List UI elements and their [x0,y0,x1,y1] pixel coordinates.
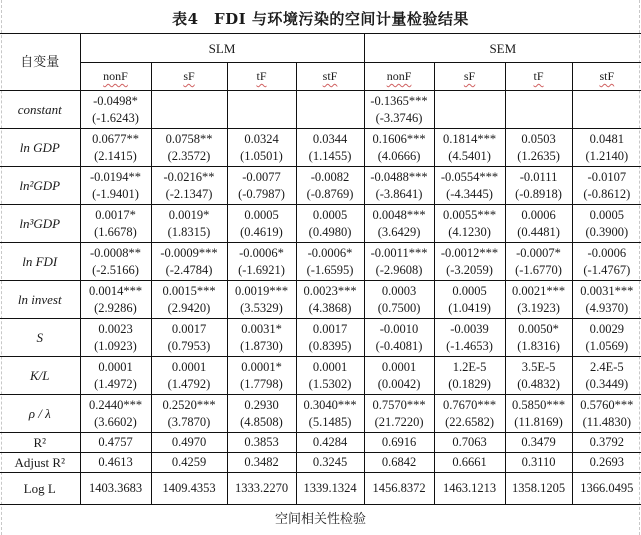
coefficient: -0.0498* [93,93,138,108]
table-cell [364,129,434,167]
t-statistic: (-2.4784) [165,262,213,277]
coefficient: 0.2440*** [88,397,143,412]
t-statistic: (1.6678) [94,224,137,239]
stat-value: 0.3479 [505,433,572,453]
stat-value: 0.3792 [572,433,641,453]
results-table [0,33,641,505]
t-statistic: (0.3900) [585,224,629,239]
coefficient: 0.0023 [98,321,133,336]
table-cell [80,243,151,281]
coefficient: 0.0758** [165,131,213,146]
footer-note: 空间相关性检验 [274,512,366,527]
coefficient: -0.1365*** [370,93,428,108]
table-cell [364,91,434,129]
coefficient: 0.2520*** [162,397,216,412]
table-cell [151,243,227,281]
table-cell [434,357,505,395]
t-statistic: (-2.5166) [92,262,139,277]
coefficient: 0.0001 [98,359,133,374]
table-cell [434,395,505,433]
col-header-sem-nonf: nonF [364,63,434,91]
t-statistic: (-0.4081) [375,338,423,353]
table-cell [227,395,296,433]
table-cell [505,395,572,433]
row-label: S [0,319,80,357]
coefficient: 0.0481 [589,131,624,146]
table-row [0,91,641,129]
table-row [0,243,641,281]
t-statistic: (-3.8641) [375,186,423,201]
table-cell [227,91,296,129]
t-statistic: (2.9286) [94,300,137,315]
t-statistic: (0.4481) [517,224,560,239]
t-statistic: (-2.1347) [165,186,213,201]
coefficient: -0.0488*** [370,169,428,184]
t-statistic: (1.0501) [240,148,283,163]
t-statistic: (-0.8612) [583,186,631,201]
t-statistic: (-1.4767) [583,262,631,277]
table-cell [296,357,364,395]
t-statistic: (1.2140) [585,148,629,163]
t-statistic: (-2.9608) [375,262,423,277]
coefficient: -0.0011*** [370,245,428,260]
t-statistic: (2.3572) [167,148,211,163]
t-statistic: (2.9420) [167,300,211,315]
t-statistic: (0.4619) [240,224,283,239]
coefficient: 0.0006 [521,207,556,222]
coefficient: -0.0008** [89,245,142,260]
coefficient: -0.0216** [163,169,215,184]
coefficient: 0.0017 [312,321,348,336]
coefficient: 2.4E-5 [589,359,624,374]
coefficient: -0.0194** [89,169,142,184]
table-cell [434,243,505,281]
table-cell [364,357,434,395]
coefficient: 0.0324 [244,131,279,146]
t-statistic: (-3.2059) [446,262,493,277]
t-statistic: (-1.4653) [446,338,493,353]
table-cell [572,357,641,395]
row-label: ln GDP [0,129,80,167]
table-cell [364,167,434,205]
coefficient: 0.0344 [312,131,348,146]
col-header-slm-nonf: nonF [80,63,151,91]
table-cell [296,205,364,243]
coefficient: 0.0019* [168,207,210,222]
coefficient: 0.0031* [241,321,282,336]
coefficient: 0.0017 [171,321,207,336]
coefficient: 3.5E-5 [521,359,556,374]
table-row [0,357,641,395]
coefficient: 0.1606*** [372,131,426,146]
table-cell [434,167,505,205]
coefficient: 0.0014*** [88,283,143,298]
stat-value: 0.4613 [80,453,151,473]
t-statistic: (-1.6595) [306,262,354,277]
t-statistic: (-0.8769) [306,186,354,201]
t-statistic: (0.4832) [517,376,560,391]
table-cell [151,167,227,205]
t-statistic: (-1.6770) [515,262,562,277]
stat-value: 1358.1205 [505,473,572,505]
table-cell [80,281,151,319]
coefficient: -0.0006 [587,245,627,260]
coefficient: 0.2930 [244,397,279,412]
table-cell [505,357,572,395]
t-statistic: (1.7798) [240,376,283,391]
coefficient: 0.0005 [452,283,487,298]
coefficient: 0.0029 [589,321,624,336]
table-cell [296,167,364,205]
coefficient: 0.3040*** [303,397,357,412]
t-statistic: (-0.7987) [238,186,285,201]
coefficient: 0.0019*** [234,283,289,298]
stat-value: 0.7063 [434,433,505,453]
coefficient: 0.5760*** [580,397,634,412]
t-statistic: (1.2635) [517,148,560,163]
t-statistic: (4.3868) [308,300,352,315]
t-statistic: (22.6582) [445,414,495,429]
t-statistic: (1.0923) [94,338,137,353]
col-header-slm-tf: tF [227,63,296,91]
table-cell [505,91,572,129]
coefficient: 0.0005 [312,207,348,222]
stat-value: 1366.0495 [572,473,641,505]
coefficient: 0.0055*** [442,207,497,222]
table-cell [151,395,227,433]
table-cell [80,167,151,205]
stat-value: 1409.4353 [151,473,227,505]
stat-value: 0.3245 [296,453,364,473]
t-statistic: (3.7870) [167,414,211,429]
stat-value: 1463.1213 [434,473,505,505]
col-header-slm-sf: sF [151,63,227,91]
table-cell [572,319,641,357]
col-header-sem-sf: sF [434,63,505,91]
t-statistic: (-0.8918) [515,186,562,201]
coefficient: 0.5850*** [511,397,566,412]
t-statistic: (4.0666) [377,148,421,163]
coefficient: -0.0006* [307,245,353,260]
stat-value: 1403.3683 [80,473,151,505]
stat-value: 0.3482 [227,453,296,473]
t-statistic: (3.6429) [377,224,421,239]
t-statistic: (2.1415) [94,148,137,163]
stats-row [0,473,641,505]
coefficient: 0.0005 [589,207,624,222]
table-cell [505,205,572,243]
table-cell [505,319,572,357]
row-label: ln²GDP [0,167,80,205]
stat-value: 1333.2270 [227,473,296,505]
table-cell [296,91,364,129]
t-statistic: (1.8730) [240,338,283,353]
coefficient: -0.0007* [516,245,561,260]
table-cell [434,91,505,129]
table-cell [80,319,151,357]
stats-row [0,453,641,473]
coefficient: 0.7570*** [372,397,426,412]
table-cell [296,395,364,433]
table-cell [434,281,505,319]
table-cell [227,167,296,205]
table-row [0,395,641,433]
table-cell [296,281,364,319]
table-cell [364,243,434,281]
table-title: 表4 FDI 与环境污染的空间计量检验结果 [172,10,469,28]
group-header-slm: SLM [80,34,364,63]
stat-value: 0.3853 [227,433,296,453]
coefficient: -0.0554*** [440,169,499,184]
t-statistic: (-1.6921) [238,262,285,277]
t-statistic: (0.8395) [308,338,352,353]
table-cell [434,319,505,357]
col-header-slm-stf: stF [296,63,364,91]
group-header-sem: SEM [364,34,641,63]
table-row [0,167,641,205]
stat-value: 1339.1324 [296,473,364,505]
table-cell [572,91,641,129]
coefficient: 0.0001 [312,359,348,374]
t-statistic: (1.8315) [167,224,211,239]
t-statistic: (21.7220) [374,414,424,429]
stat-value: 0.6916 [364,433,434,453]
coefficient: -0.0111 [519,169,558,184]
stat-value: 1456.8372 [364,473,434,505]
table-cell [505,129,572,167]
coefficient: 0.0031*** [580,283,634,298]
coefficient: -0.0082 [310,169,350,184]
table-cell [364,395,434,433]
table-cell [434,205,505,243]
table-row [0,205,641,243]
t-statistic: (5.1485) [308,414,352,429]
t-statistic: (0.3449) [585,376,629,391]
table-row [0,129,641,167]
coefficient: -0.0012*** [440,245,499,260]
coefficient: 0.0015*** [162,283,216,298]
table-cell [227,205,296,243]
table-cell [572,281,641,319]
table-cell [296,319,364,357]
t-statistic: (0.7500) [377,300,421,315]
col-header-sem-stf: stF [572,63,641,91]
table-cell [80,91,151,129]
row-label: ρ / λ [0,395,80,433]
stat-label: R² [0,433,80,453]
table-cell [364,281,434,319]
table-cell [296,243,364,281]
table-cell [572,243,641,281]
table-cell [364,319,434,357]
table-cell [151,319,227,357]
table-cell [227,357,296,395]
stat-value: 0.4970 [151,433,227,453]
t-statistic: (4.9370) [585,300,629,315]
table-cell [227,129,296,167]
coefficient: -0.0039 [450,321,489,336]
t-statistic: (3.6602) [94,414,137,429]
coefficient: -0.0009*** [160,245,218,260]
t-statistic: (-4.3445) [446,186,493,201]
t-statistic: (3.5329) [240,300,283,315]
table-cell [151,91,227,129]
stat-value: 0.6661 [434,453,505,473]
stat-value: 0.3110 [505,453,572,473]
coefficient: 0.0023*** [303,283,357,298]
table-cell [80,129,151,167]
t-statistic: (0.0042) [377,376,421,391]
coefficient: 0.7670*** [442,397,497,412]
coefficient: 0.0021*** [511,283,566,298]
t-statistic: (1.0569) [585,338,629,353]
table-cell [151,281,227,319]
t-statistic: (11.4830) [582,414,632,429]
table-cell [505,167,572,205]
coefficient: 0.0503 [521,131,556,146]
t-statistic: (0.4980) [308,224,352,239]
table-cell [227,243,296,281]
stat-value: 0.4757 [80,433,151,453]
stats-row [0,433,641,453]
t-statistic: (0.7953) [167,338,211,353]
stat-value: 0.6842 [364,453,434,473]
table-cell [572,167,641,205]
table-cell [80,357,151,395]
table-cell [80,395,151,433]
t-statistic: (1.1455) [308,148,352,163]
coefficient: -0.0010 [379,321,419,336]
table-cell [572,395,641,433]
coefficient: 0.0003 [381,283,417,298]
stat-value: 0.4284 [296,433,364,453]
t-statistic: (0.1829) [448,376,491,391]
coefficient: -0.0006* [239,245,284,260]
table-row [0,281,641,319]
coefficient: 0.1814*** [442,131,497,146]
t-statistic: (4.1230) [448,224,491,239]
table-cell [296,129,364,167]
t-statistic: (1.5302) [308,376,352,391]
t-statistic: (1.8316) [517,338,560,353]
row-label: constant [0,91,80,129]
coefficient: 1.2E-5 [452,359,487,374]
t-statistic: (3.1923) [517,300,560,315]
table-cell [151,205,227,243]
stat-label: Log L [0,473,80,505]
table-cell [434,129,505,167]
table-cell [151,357,227,395]
coefficient: 0.0017* [95,207,136,222]
t-statistic: (1.4792) [167,376,211,391]
table-cell [572,129,641,167]
coefficient: 0.0048*** [372,207,426,222]
coefficient: 0.0001 [171,359,207,374]
table-cell [227,281,296,319]
row-label: ln³GDP [0,205,80,243]
t-statistic: (-1.9401) [92,186,139,201]
table-cell [227,319,296,357]
table-cell [80,205,151,243]
table-cell [151,129,227,167]
stat-value: 0.2693 [572,453,641,473]
variable-header: 自变量 [0,34,80,91]
coefficient: 0.0677** [92,131,139,146]
t-statistic: (11.8169) [514,414,563,429]
row-label: K/L [0,357,80,395]
coefficient: 0.0001 [381,359,417,374]
t-statistic: (-3.3746) [375,110,423,125]
table-cell [572,205,641,243]
t-statistic: (4.5401) [448,148,491,163]
t-statistic: (4.8508) [240,414,283,429]
table-row [0,319,641,357]
coefficient: 0.0001* [241,359,282,374]
row-label: ln invest [0,281,80,319]
t-statistic: (1.0419) [448,300,491,315]
row-label: ln FDI [0,243,80,281]
stat-value: 0.4259 [151,453,227,473]
table-cell [505,281,572,319]
coefficient: 0.0050* [518,321,559,336]
t-statistic: (-1.6243) [92,110,139,125]
coefficient: 0.0005 [244,207,279,222]
coefficient: -0.0077 [242,169,281,184]
col-header-sem-tf: tF [505,63,572,91]
table-cell [364,205,434,243]
coefficient: -0.0107 [587,169,627,184]
stat-label: Adjust R² [0,453,80,473]
table-cell [505,243,572,281]
t-statistic: (1.4972) [94,376,137,391]
